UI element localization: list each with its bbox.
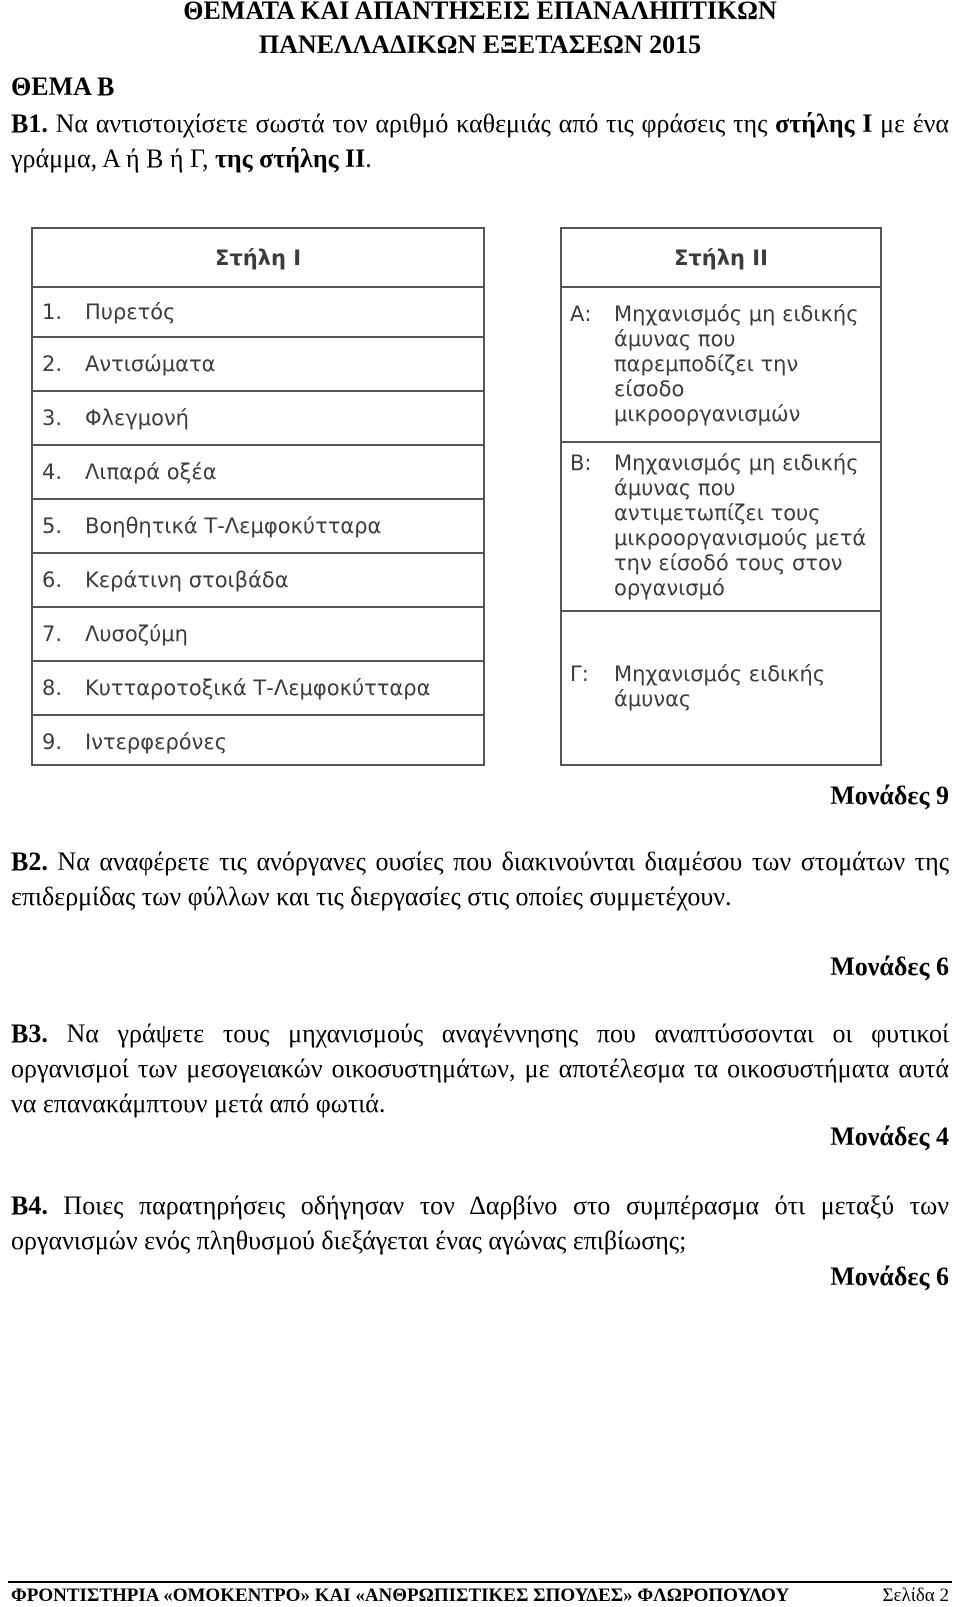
row-text-line: οργανισμό	[614, 576, 725, 600]
row-text: Ιντερφερόνες	[85, 730, 228, 754]
table-row	[33, 286, 483, 338]
row-letter: Α:	[570, 302, 592, 326]
row-text-line: παρεμποδίζει την	[614, 352, 799, 376]
table-row	[562, 612, 880, 764]
question-b4	[11, 1188, 949, 1258]
question-b1-text3: .	[365, 144, 372, 173]
row-text: Πυρετός	[85, 300, 176, 324]
row-number: 4.	[42, 460, 63, 484]
row-text	[614, 302, 859, 427]
table-column-2	[560, 227, 882, 766]
row-text: Βοηθητικά Τ-Λεμφοκύτταρα	[85, 514, 382, 538]
question-b2-text: Να αναφέρετε τις ανόργανες ουσίες που διακινούνται διαμέσου των στομάτων της επιδερμίδας των φύλλων και τις διεργασίες στις οποίες συμμετέχουν.	[11, 847, 949, 911]
table-row	[33, 662, 483, 716]
marks-b1: Μονάδες 9	[830, 781, 949, 810]
question-b3	[11, 1016, 949, 1121]
row-text-line: άμυνας	[614, 687, 692, 711]
table-column-1	[31, 227, 485, 766]
question-b3-label: Β3.	[11, 1019, 48, 1048]
table-row	[33, 716, 483, 764]
question-b2	[11, 844, 949, 914]
row-number: 6.	[42, 568, 63, 592]
section-title: ΘΕΜΑ Β	[11, 72, 115, 101]
question-b2-label: Β2.	[11, 847, 48, 876]
question-b1-text2: με ένα γράμμα, Α ή Β ή Γ,	[11, 109, 950, 173]
row-letter: Γ:	[570, 662, 589, 686]
question-b1-bold1: στήλης Ι	[775, 109, 873, 138]
row-text-line: αντιμετωπίζει τους	[614, 501, 821, 525]
row-number: 2.	[42, 352, 63, 376]
row-text-line: μικροοργανισμούς μετά	[614, 526, 867, 550]
table-row	[33, 608, 483, 662]
row-text-line: την είσοδό τους στον	[614, 551, 843, 575]
question-b1-text1: Να αντιστοιχίσετε σωστά τον αριθμό καθεμιάς από τις φράσεις της	[47, 109, 776, 138]
row-number: 8.	[42, 676, 63, 700]
question-b1-label: Β1.	[11, 109, 48, 138]
row-number: 1.	[42, 300, 63, 324]
row-text: Κεράτινη στοιβάδα	[85, 568, 289, 592]
row-text: Φλεγμονή	[85, 406, 189, 430]
row-text-line: είσοδο	[614, 377, 685, 401]
header-line-2: ΠΑΝΕΛΛΑΔΙΚΩΝ ΕΞΕΤΑΣΕΩΝ 2015	[258, 30, 702, 59]
table-row	[33, 446, 483, 500]
table-column-2-header: Στήλη ΙΙ	[562, 229, 880, 288]
row-text-line: μικροοργανισμών	[614, 402, 801, 426]
row-text-line: Μηχανισμός ειδικής	[614, 662, 826, 686]
row-number: 3.	[42, 406, 63, 430]
table-column-1-header: Στήλη Ι	[33, 229, 483, 288]
table-row	[33, 554, 483, 608]
row-text: Λυσοζύμη	[85, 622, 188, 646]
header-line-1: ΘΕΜΑΤΑ ΚΑΙ ΑΠΑΝΤΗΣΕΙΣ ΕΠΑΝΑΛΗΠΤΙΚΩΝ	[183, 0, 777, 25]
row-text	[614, 451, 866, 601]
question-b4-text: Ποιες παρατηρήσεις οδήγησαν τον Δαρβίνο στο συμπέρασμα ότι μεταξύ των οργανισμών ενός πληθυσμού διεξάγεται ένας αγώνας επιβίωσης;	[11, 1191, 949, 1255]
row-text	[614, 662, 825, 712]
footer-divider	[8, 1581, 952, 1583]
footer-page-number: Σελίδα 2	[882, 1585, 949, 1606]
question-b1-bold2: της στήλης ΙΙ	[214, 144, 366, 173]
row-text: Αντισώματα	[85, 352, 216, 376]
row-letter: Β:	[570, 451, 592, 475]
footer-publisher: ΦΡΟΝΤΙΣΤΗΡΙΑ «ΟΜΟΚΕΝΤΡΟ» ΚΑΙ «ΑΝΘΡΩΠΙΣΤΙΚΕΣ ΣΠΟΥΔΕΣ» ΦΛΩΡΟΠΟΥΛΟΥ	[11, 1585, 790, 1606]
row-text: Κυτταροτοξικά Τ-Λεμφοκύτταρα	[85, 676, 431, 700]
marks-b4: Μονάδες 6	[830, 1262, 949, 1291]
row-text: Λιπαρά οξέα	[85, 460, 217, 484]
marks-b3: Μονάδες 4	[830, 1122, 949, 1151]
question-b1	[11, 106, 949, 176]
table-row	[33, 392, 483, 446]
table-row	[562, 443, 880, 612]
row-text-line: Μηχανισμός μη ειδικής	[614, 302, 859, 326]
question-b4-label: Β4.	[11, 1191, 48, 1220]
row-text-line: άμυνας που	[614, 476, 736, 500]
row-number: 9.	[42, 730, 63, 754]
row-number: 5.	[42, 514, 63, 538]
question-b3-text: Να γράψετε τους μηχανισμούς αναγέννησης που αναπτύσσονται οι φυτικοί οργανισμοί των μεσογειακών οικοσυστημάτων, με αποτέλεσμα τα οικοσυστήματα αυτά να επανακάμπτουν μετά από φωτιά.	[11, 1019, 949, 1118]
table-row	[33, 500, 483, 554]
row-text-line: άμυνας που	[614, 327, 736, 351]
table-row	[562, 286, 880, 443]
marks-b2: Μονάδες 6	[830, 952, 949, 981]
table-row	[33, 338, 483, 392]
row-text-line: Μηχανισμός μη ειδικής	[614, 451, 859, 475]
row-number: 7.	[42, 622, 63, 646]
